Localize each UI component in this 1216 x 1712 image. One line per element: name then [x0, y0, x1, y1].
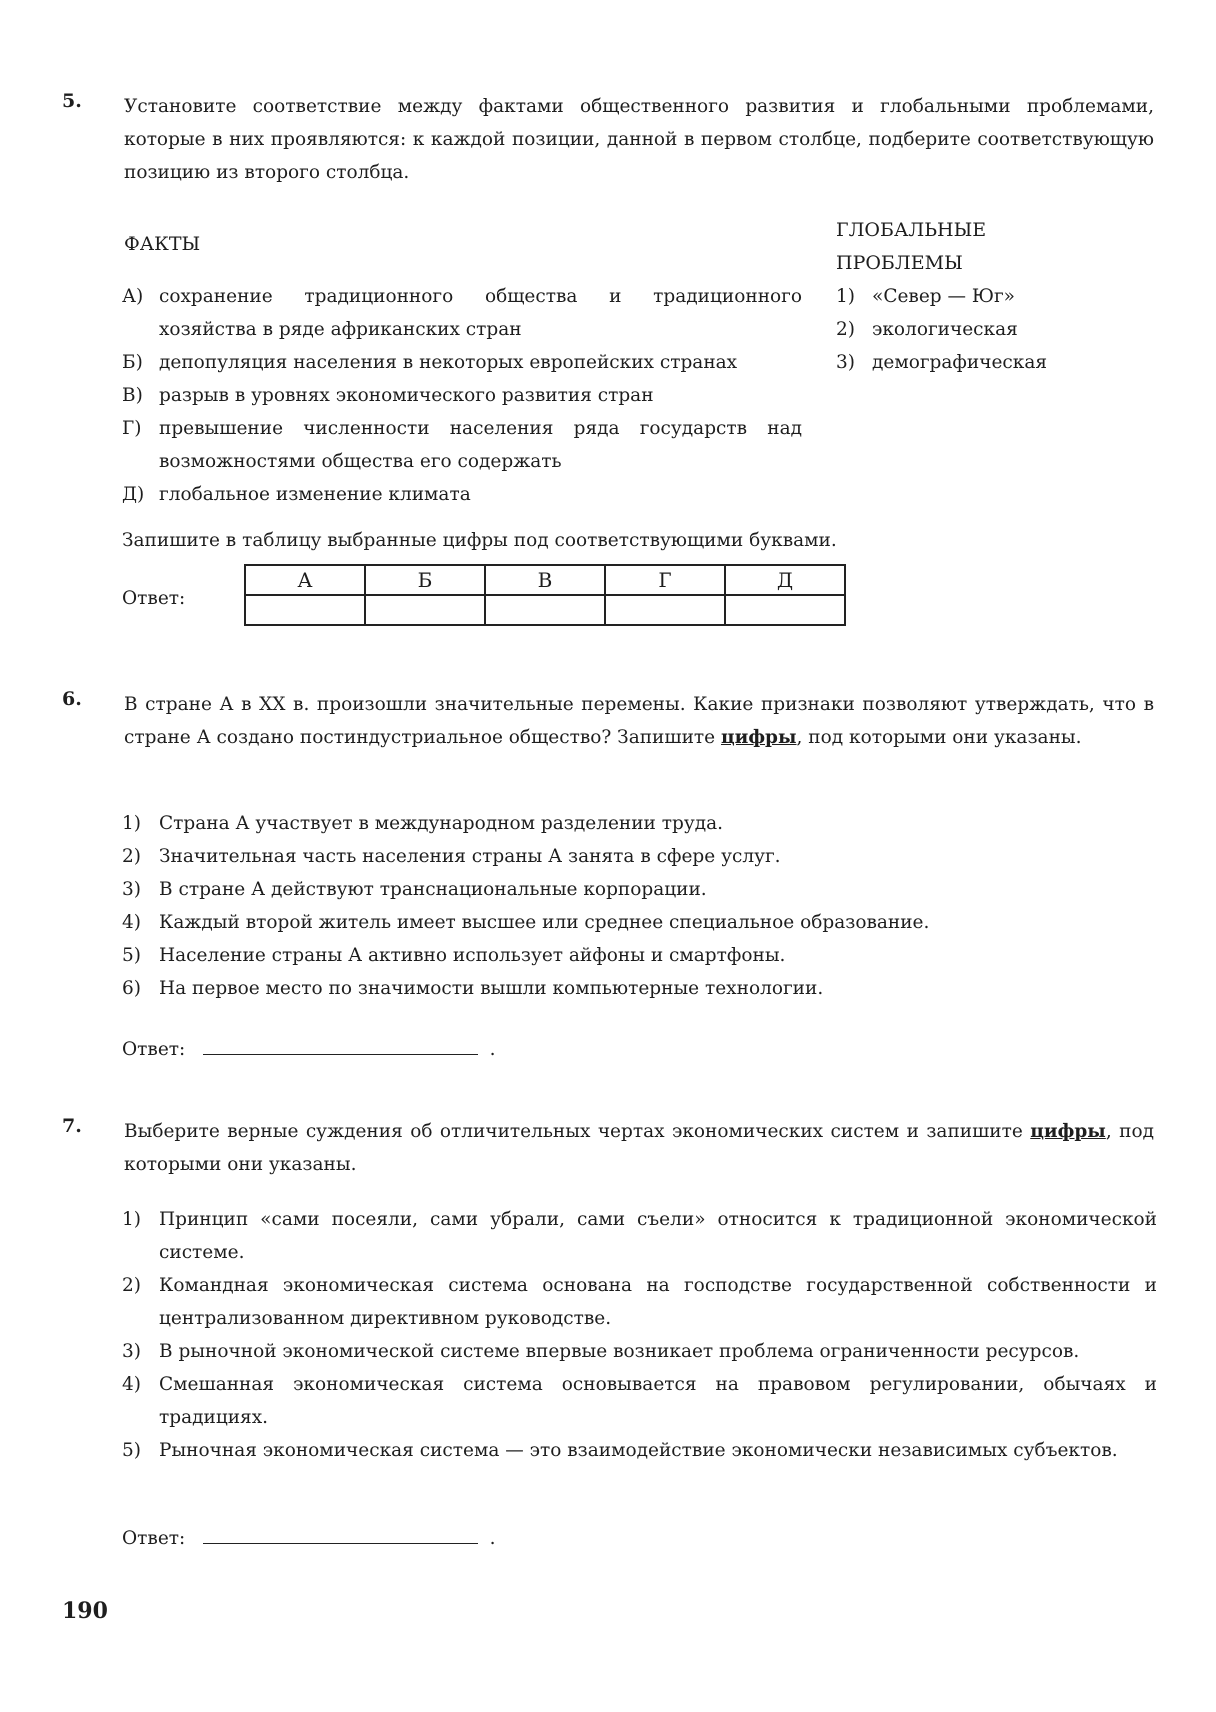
q6-answer-label: Ответ:	[122, 1039, 186, 1060]
fact-label: В)	[122, 385, 143, 406]
q7-answer-row	[122, 1521, 496, 1554]
q7-prompt-start: Выберите верные суждения об отличительных чертах экономических систем и запишите	[124, 1121, 1031, 1142]
option-text: Смешанная экономическая система основывается на правовом регулировании, обычаях и традициях.	[159, 1374, 1157, 1428]
option-label: 3)	[122, 879, 141, 900]
q6-option-2	[122, 840, 1157, 873]
q7-prompt-end: , под которыми они указаны.	[124, 1121, 1154, 1175]
q6-prompt-start: В стране А в XX в. произошли значительные перемены. Какие признаки позволяют утверждать, что в стране А создано постиндустриальное общество? Запишите	[124, 694, 1154, 748]
q7-option-3	[122, 1335, 1157, 1368]
q6-number: 6.	[62, 688, 82, 710]
option-label: 5)	[122, 945, 141, 966]
q5-problems-heading-line1: ГЛОБАЛЬНЫЕ	[836, 219, 987, 241]
answer-header-g: Г	[605, 565, 725, 595]
problem-label: 2)	[836, 319, 855, 340]
fact-text: глобальное изменение климата	[159, 484, 471, 505]
q6-option-5	[122, 939, 1157, 972]
option-label: 6)	[122, 978, 141, 999]
answer-header-v: В	[485, 565, 605, 595]
answer-cell-a[interactable]	[245, 595, 365, 625]
option-text: В рыночной экономической системе впервые возникает проблема ограниченности ресурсов.	[159, 1341, 1080, 1362]
fact-label: А)	[122, 286, 144, 307]
q6-answer-row	[122, 1032, 496, 1065]
q7-prompt	[124, 1115, 1154, 1181]
problem-text: демографическая	[872, 352, 1048, 373]
problem-label: 3)	[836, 352, 855, 373]
option-text: Командная экономическая система основана на господстве государственной собственности и централизованном директивном руководстве.	[159, 1275, 1157, 1329]
q5-fact-b	[122, 346, 802, 379]
q7-option-1	[122, 1203, 1157, 1269]
q5-problem-1	[836, 280, 1015, 313]
q5-problems-heading-line2: ПРОБЛЕМЫ	[836, 252, 963, 274]
option-text: Страна А участвует в международном разделении труда.	[159, 813, 724, 834]
option-text: Население страны А активно использует айфоны и смартфоны.	[159, 945, 786, 966]
fact-text: депопуляция населения в некоторых европейских странах	[159, 352, 738, 373]
q7-answer-end: .	[489, 1528, 496, 1549]
q5-answer-table	[244, 564, 846, 626]
option-label: 4)	[122, 1374, 141, 1395]
q5-facts-heading: ФАКТЫ	[124, 233, 201, 255]
q5-fact-v	[122, 379, 802, 412]
option-text: Рыночная экономическая система — это взаимодействие экономически независимых субъектов.	[159, 1440, 1118, 1461]
option-label: 2)	[122, 1275, 141, 1296]
q5-number: 5.	[62, 90, 82, 112]
answer-table-header-row	[245, 565, 845, 595]
q6-prompt	[124, 688, 1154, 754]
option-label: 1)	[122, 1209, 141, 1230]
answer-header-b: Б	[365, 565, 485, 595]
q5-problem-3	[836, 346, 1047, 379]
q6-option-6	[122, 972, 1157, 1005]
fact-text: превышение численности населения ряда государств над возможностями общества его содержать	[159, 418, 802, 472]
option-label: 5)	[122, 1440, 141, 1461]
q7-option-4	[122, 1368, 1157, 1434]
q6-option-4	[122, 906, 1157, 939]
q6-answer-end: .	[489, 1039, 496, 1060]
q6-prompt-end: , под которыми они указаны.	[796, 727, 1082, 748]
option-label: 4)	[122, 912, 141, 933]
option-text: Каждый второй житель имеет высшее или среднее специальное образование.	[159, 912, 930, 933]
problem-text: экологическая	[872, 319, 1018, 340]
problem-label: 1)	[836, 286, 855, 307]
q6-keyword: цифры	[720, 727, 797, 748]
q7-option-5	[122, 1434, 1157, 1467]
answer-cell-d[interactable]	[725, 595, 845, 625]
q6-answer-line[interactable]	[203, 1032, 478, 1055]
option-text: Значительная часть населения страны А занята в сфере услуг.	[159, 846, 781, 867]
q5-fact-g	[122, 412, 802, 478]
option-text: На первое место по значимости вышли компьютерные технологии.	[159, 978, 824, 999]
option-text: В стране А действуют транснациональные корпорации.	[159, 879, 707, 900]
q5-answer-label: Ответ:	[122, 588, 186, 609]
q5-fact-d	[122, 478, 802, 511]
q5-instruction: Запишите в таблицу выбранные цифры под соответствующими буквами.	[122, 530, 837, 551]
fact-label: Г)	[122, 418, 142, 439]
q7-keyword: цифры	[1030, 1121, 1106, 1142]
answer-table-input-row	[245, 595, 845, 625]
answer-cell-b[interactable]	[365, 595, 485, 625]
answer-cell-v[interactable]	[485, 595, 605, 625]
answer-header-d: Д	[725, 565, 845, 595]
fact-label: Д)	[122, 484, 145, 505]
problem-text: «Север — Юг»	[872, 286, 1015, 307]
option-label: 1)	[122, 813, 141, 834]
option-text: Принцип «сами посеяли, сами убрали, сами съели» относится к традиционной экономической системе.	[159, 1209, 1157, 1263]
option-label: 2)	[122, 846, 141, 867]
q7-answer-label: Ответ:	[122, 1528, 186, 1549]
q7-option-2	[122, 1269, 1157, 1335]
q5-fact-a	[122, 280, 802, 346]
q5-prompt: Установите соответствие между фактами общественного развития и глобальными проблемами, которые в них проявляются: к каждой позиции, данной в первом столбце, подберите соответствующую позицию из второго столбца.	[124, 96, 1154, 183]
fact-text: разрыв в уровнях экономического развития стран	[159, 385, 654, 406]
fact-text: сохранение традиционного общества и традиционного хозяйства в ряде африканских стран	[159, 286, 802, 340]
q7-answer-line[interactable]	[203, 1521, 478, 1544]
page-number: 190	[62, 1598, 108, 1624]
q5-problem-2	[836, 313, 1018, 346]
q6-option-3	[122, 873, 1157, 906]
q7-number: 7.	[62, 1115, 82, 1137]
option-label: 3)	[122, 1341, 141, 1362]
fact-label: Б)	[122, 352, 143, 373]
answer-header-a: А	[245, 565, 365, 595]
answer-cell-g[interactable]	[605, 595, 725, 625]
q6-option-1	[122, 807, 1157, 840]
